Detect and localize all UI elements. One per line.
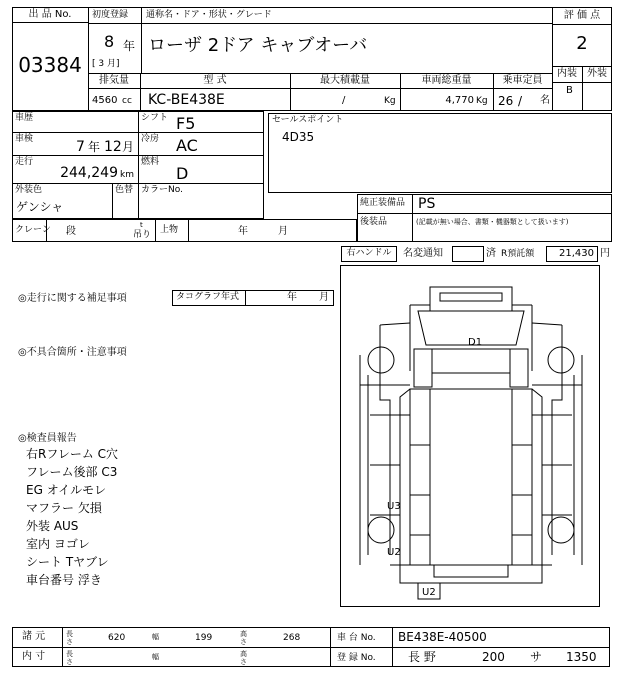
inspector-line: 右Rフレーム C穴 (26, 447, 119, 461)
inspector-line: 外装 AUS (26, 519, 79, 533)
divider (392, 627, 393, 667)
plate-number: 1350 (566, 650, 597, 664)
capacity-unit: 名 (540, 95, 550, 106)
divider (141, 23, 142, 73)
divider (12, 155, 264, 156)
diagram-mark-u2-rear: U2 (422, 587, 436, 598)
divider (12, 132, 264, 133)
diagram-mark-u3: U3 (387, 501, 401, 512)
divider (62, 627, 63, 667)
shift-value: F5 (176, 114, 196, 133)
chassis-label: 車 台 No. (337, 633, 376, 643)
sales-point-text: 4D35 (282, 130, 315, 144)
vehicle-name: ローザ 2ドア キャブオーバ (148, 35, 368, 56)
divider (412, 194, 413, 242)
capacity-value: 26 (498, 94, 514, 108)
crane-hook: 吊り (133, 230, 152, 240)
defects-label: ◎不具合箇所・注意事項 (18, 347, 127, 358)
recycle-unit: 円 (600, 248, 610, 259)
mileage-unit: km (120, 170, 134, 180)
plate-label: 登 録 No. (337, 653, 376, 663)
ac-value: AC (176, 136, 198, 155)
tacho-month-unit: 月 (319, 292, 329, 303)
max-load-label: 最大積載量 (320, 75, 370, 86)
max-load-unit: Kg (384, 96, 396, 106)
divider (357, 213, 612, 214)
inspector-report-label: ◎検査員報告 (18, 433, 77, 444)
first-reg-month: [ 3 月] (92, 59, 120, 69)
equipment-label: 上物 (160, 225, 179, 235)
inspector-line: 室内 ヨゴレ (26, 537, 90, 551)
divider (138, 183, 139, 219)
equipment-year-unit: 年 (238, 226, 248, 237)
displacement-value: 4560 (92, 95, 118, 106)
first-reg-label: 初度登録 (92, 10, 129, 20)
divider (88, 23, 552, 24)
divider (155, 219, 156, 242)
exterior-grade-label: 外装 (587, 68, 607, 79)
width-value: 199 (195, 633, 213, 643)
inspector-line: フレーム後部 C3 (26, 465, 118, 479)
recycle-prefix: 済 (486, 248, 496, 259)
lot-number: 03384 (18, 53, 82, 77)
inspection-year: 7 (76, 139, 85, 155)
aftermarket-label: 後装品 (360, 217, 388, 227)
interior-grade-label: 内装 (557, 68, 577, 79)
sales-point-label: セールスポイント (272, 115, 344, 125)
mileage-value: 244,249 (60, 165, 118, 181)
history-label: 車歴 (15, 113, 34, 123)
divider (12, 22, 88, 23)
inspection-month: 12 (104, 139, 122, 155)
plate-class: 200 (482, 650, 505, 664)
divider (552, 82, 612, 83)
height-label: 高さ (240, 630, 247, 646)
in-height-label: 高さ (240, 650, 247, 666)
height-value: 268 (283, 633, 301, 643)
score-value: 2 (576, 33, 588, 54)
mileage-label: 走行 (15, 157, 34, 167)
ac-label: 冷房 (141, 134, 160, 144)
steering-value: 右ハンドル (346, 248, 392, 258)
crane-t: t (140, 221, 143, 229)
plate-region: 長 野 (408, 650, 436, 664)
divider (141, 7, 142, 23)
aftermarket-note: (記載が無い場合、書類・機器類として扱います) (416, 218, 569, 226)
width-label: 幅 (152, 633, 159, 641)
equipment-month-unit: 月 (278, 226, 288, 237)
color-code-label: カラーNo. (141, 185, 183, 195)
inspection-year-unit: 年 (88, 140, 101, 154)
driving-notes-label: ◎走行に関する補足事項 (18, 293, 127, 304)
divider (12, 647, 610, 648)
ext-color-label: 外装色 (15, 185, 43, 195)
length-label: 長さ (66, 630, 73, 646)
recycle-value: 21,430 (559, 248, 594, 259)
score-label: 評 価 点 (563, 10, 601, 21)
in-length-label: 長さ (66, 650, 73, 666)
gross-weight-value: 4,770 (445, 95, 474, 106)
first-reg-year-unit: 年 (123, 39, 136, 53)
displacement-unit: cc (122, 96, 132, 106)
diagram-mark-u2: U2 (387, 547, 401, 558)
shift-label: シフト (141, 113, 169, 123)
dims-label: 諸 元 (22, 631, 46, 642)
fuel-label: 燃料 (141, 157, 160, 167)
plate-kana: サ (530, 650, 543, 664)
divider (552, 24, 612, 25)
divider (112, 183, 113, 219)
inspector-line: EG オイルモレ (26, 483, 107, 497)
genuine-equip-label: 純正装備品 (360, 198, 406, 208)
divider (138, 111, 139, 183)
divider (330, 627, 331, 667)
length-value: 620 (108, 633, 126, 643)
interior-dims-label: 内 寸 (22, 651, 46, 662)
notice-label: 名変通知 (403, 248, 443, 259)
gross-weight-label: 車両総重量 (421, 75, 472, 86)
inspector-line: シート Tヤブレ (26, 555, 109, 569)
inspection-label: 車検 (15, 134, 34, 144)
vehicle-diagram (340, 265, 600, 607)
crane-stage: 段 (66, 226, 76, 237)
fuel-value: D (176, 164, 189, 183)
divider (552, 7, 553, 111)
lot-no-label: 出 品 No. (28, 9, 72, 20)
max-load-value: / (342, 95, 346, 106)
divider (188, 219, 189, 242)
divider (245, 290, 246, 306)
divider (88, 88, 552, 89)
model-label: 型 式 (203, 75, 227, 86)
in-width-label: 幅 (152, 653, 159, 661)
ext-color-value: ゲンシャ (16, 200, 64, 214)
inspection-month-unit: 月 (122, 140, 135, 154)
chassis-value: BE438E-40500 (398, 630, 487, 644)
capacity-label: 乗車定員 (502, 75, 543, 86)
crane-row (12, 219, 357, 242)
genuine-equip-value: PS (418, 196, 436, 212)
inspector-line: 車台番号 浮き (26, 573, 102, 587)
tacho-label: タコグラフ年式 (176, 292, 240, 302)
gross-weight-unit: Kg (476, 96, 488, 106)
capacity-separator: / (518, 94, 523, 108)
inspector-line: マフラー 欠損 (26, 501, 102, 515)
recycle-label: R預託額 (501, 249, 535, 259)
interior-grade: B (566, 85, 573, 96)
color-change-label: 色替 (115, 185, 134, 195)
crane-label: クレーン (15, 225, 51, 235)
diagram-mark-d1: D1 (468, 337, 483, 348)
notice-box (452, 246, 484, 262)
divider (88, 73, 552, 74)
vehicle-name-label: 通称名・ドア・形状・グレード (146, 10, 272, 20)
tacho-year-unit: 年 (287, 292, 297, 303)
first-reg-year: 8 (104, 32, 115, 51)
model-value: KC-BE438E (148, 92, 225, 108)
displacement-label: 排気量 (99, 75, 129, 86)
